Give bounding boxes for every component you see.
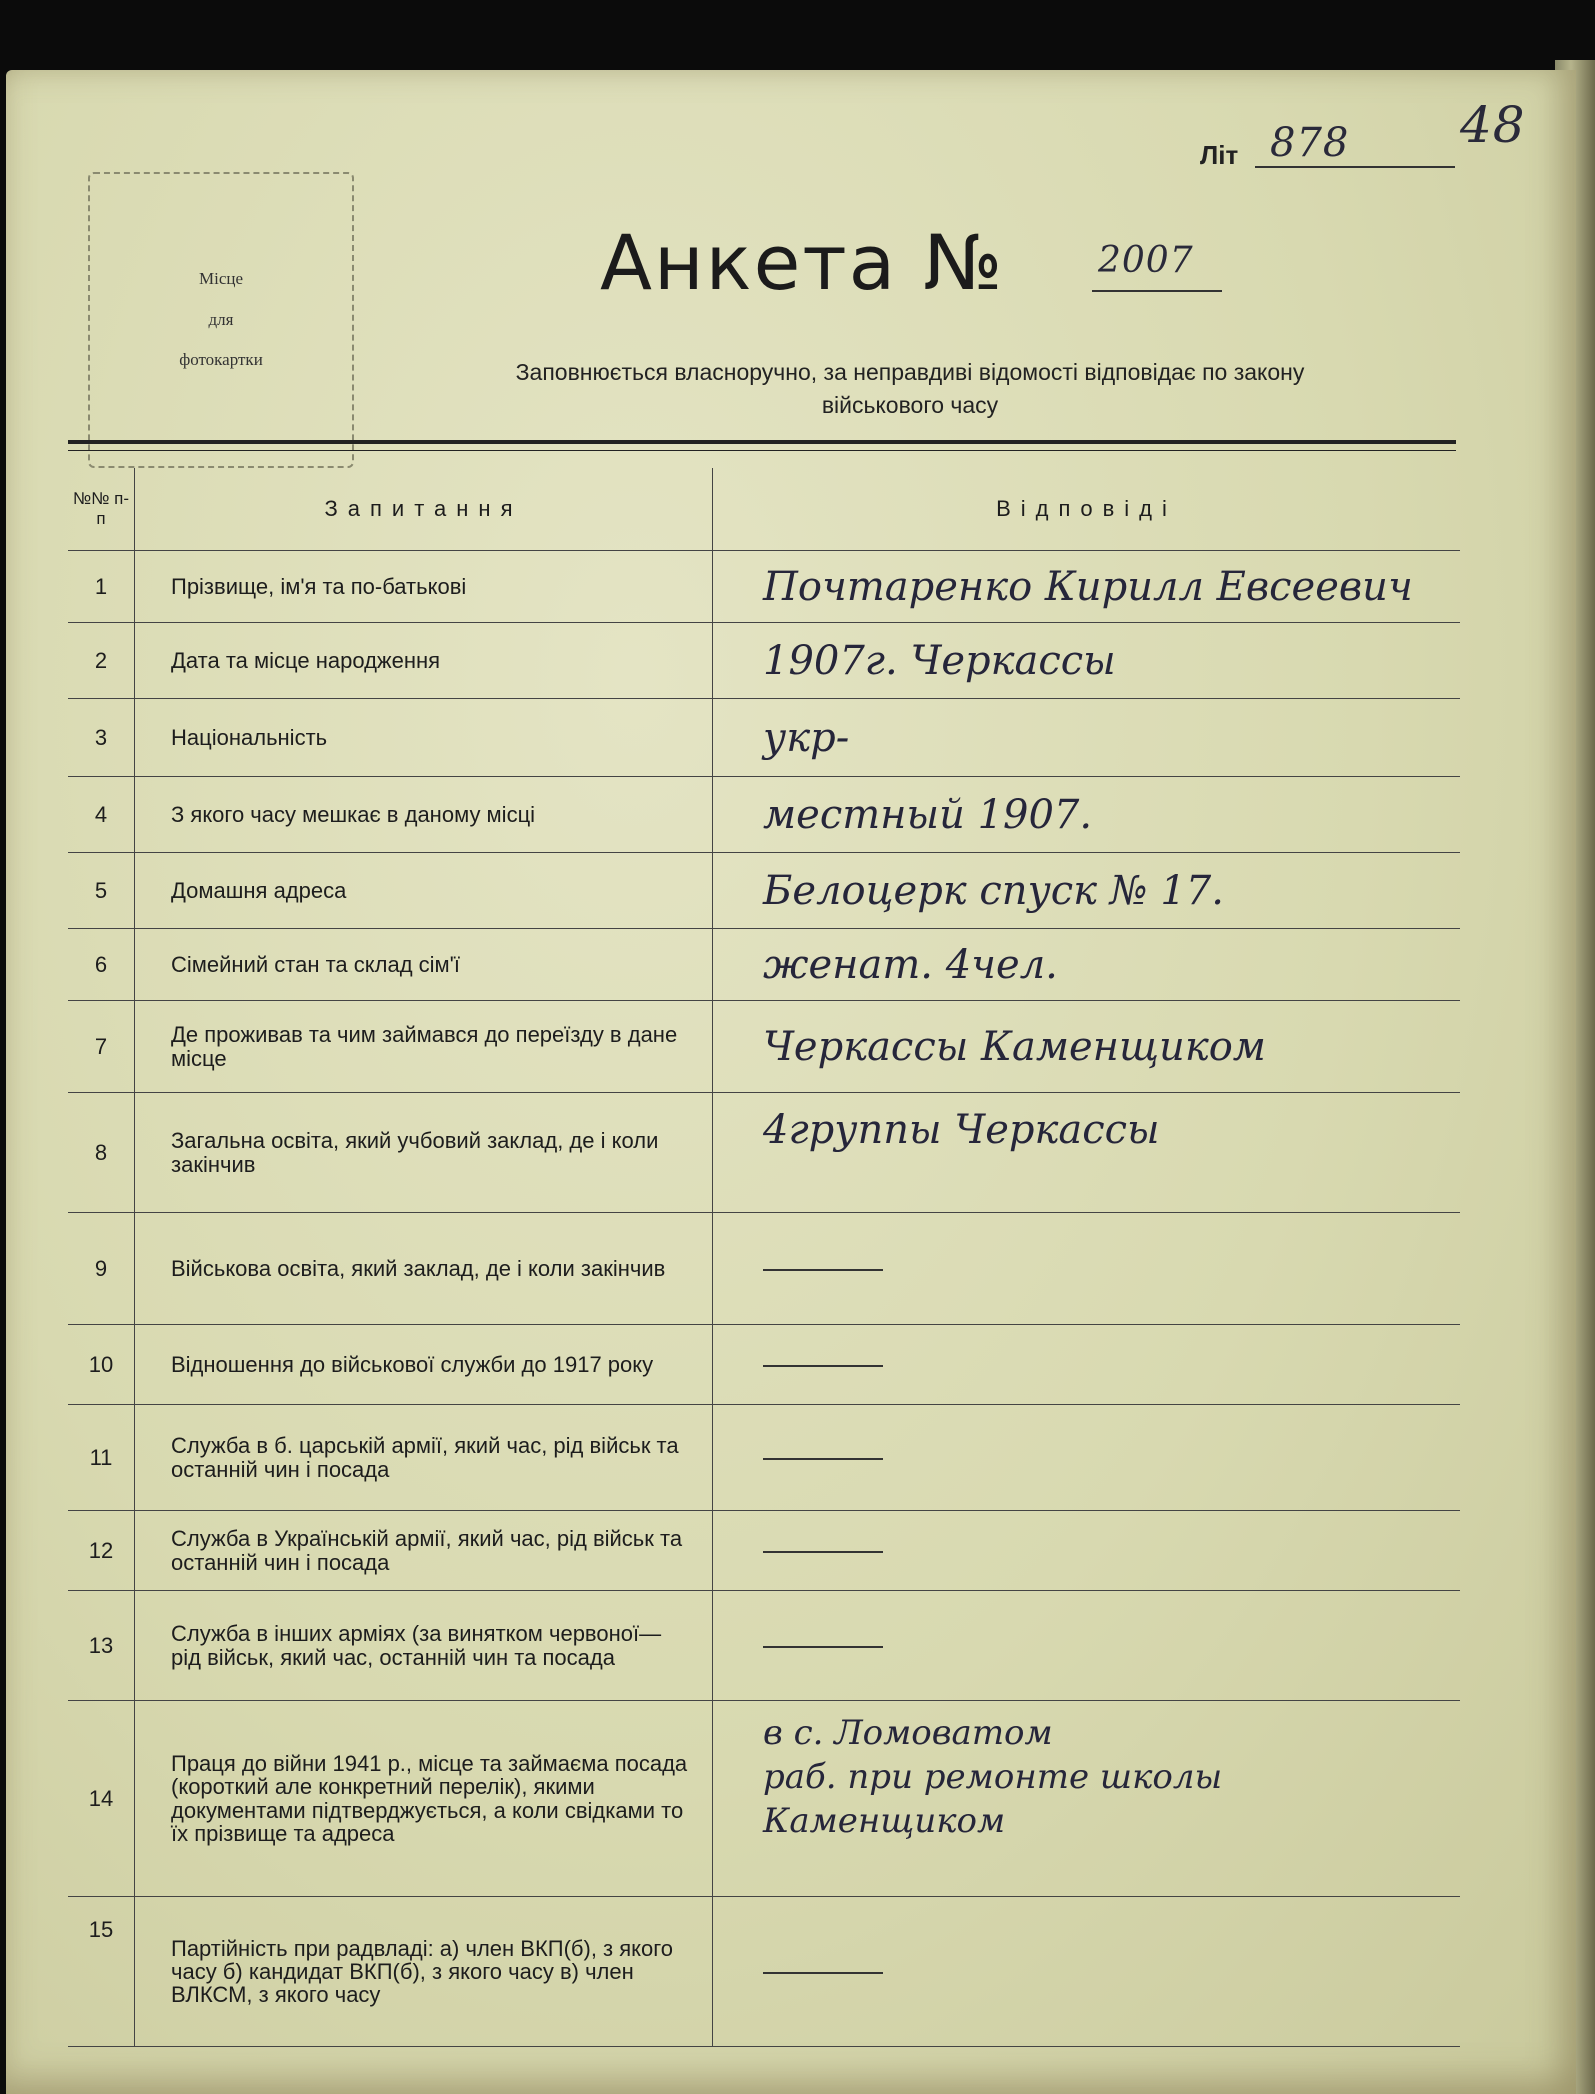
row-num: 15: [68, 1897, 135, 2047]
row-num: 4: [68, 777, 135, 853]
table-row: [68, 1591, 1460, 1701]
table-row: [68, 1325, 1460, 1405]
row-num: 13: [68, 1591, 135, 1701]
row-num: 7: [68, 1001, 135, 1093]
header-rule: [68, 440, 1456, 444]
empty-answer-dash: [763, 1972, 883, 1974]
form-subtitle: [380, 356, 1440, 423]
table-header-row: [68, 468, 1460, 551]
lit-label: Літ: [1200, 140, 1239, 170]
row-answer-line-3: Каменщиком: [763, 1801, 1006, 1842]
row-answer-line-1: в с. Ломоватом: [763, 1713, 1053, 1753]
row-num: 9: [68, 1213, 135, 1325]
photo-line-3: фотокартки: [179, 350, 263, 370]
empty-answer-dash: [763, 1551, 883, 1553]
row-question: Служба в Українській армії, який час, рід військ та останній чин і посада: [135, 1511, 713, 1591]
col-question-header: Запитання: [135, 468, 713, 551]
empty-answer-dash: [763, 1458, 883, 1460]
table-row: [68, 623, 1460, 699]
photo-placeholder: [88, 172, 354, 468]
table-row: [68, 853, 1460, 929]
row-num: 10: [68, 1325, 135, 1405]
row-question: Служба в інших арміях (за винятком червоної—рід військ, який час, останній чин та посада: [135, 1591, 713, 1701]
header-rule-thin: [68, 450, 1456, 451]
table-row: [68, 1093, 1460, 1213]
row-num: 8: [68, 1093, 135, 1213]
photo-line-1: Місце: [198, 268, 244, 288]
folio-number: 48: [1460, 96, 1526, 154]
row-num: 3: [68, 699, 135, 777]
row-question: Дата та місце народження: [135, 623, 713, 699]
row-answer: 4группы Черкассы: [763, 1107, 1160, 1153]
row-answer: 1907г. Черкассы: [763, 637, 1116, 684]
row-question: Відношення до військової служби до 1917 року: [135, 1325, 713, 1405]
lit-underline: [1255, 166, 1455, 168]
col-answer-header: Відповіді: [713, 468, 1461, 551]
row-question: Партійність при радвладі: а) член ВКП(б), з якого часу б) кандидат ВКП(б), з якого часу в) член ВЛКСМ, з якого часу: [135, 1897, 713, 2047]
table-row: [68, 551, 1460, 623]
photo-line-2: для: [208, 309, 234, 329]
row-answer: Черкассы Каменщиком: [763, 1023, 1266, 1070]
col-num-header: №№ п-п: [68, 468, 135, 551]
table-row: [68, 1701, 1460, 1897]
row-num: 14: [68, 1701, 135, 1897]
row-question: Військова освіта, який заклад, де і коли закінчив: [135, 1213, 713, 1325]
row-answer: местный 1907.: [763, 791, 1093, 838]
empty-answer-dash: [763, 1646, 883, 1648]
row-question: З якого часу мешкає в даному місці: [135, 777, 713, 853]
table-row: [68, 1511, 1460, 1591]
table-row: [68, 1001, 1460, 1093]
table-row: [68, 1897, 1460, 2047]
row-answer-line-2: раб. при ремонте школы: [763, 1757, 1223, 1798]
empty-answer-dash: [763, 1269, 883, 1271]
row-question: Служба в б. царській армії, який час, рід військ та останній чин і посада: [135, 1405, 713, 1511]
row-question: Національність: [135, 699, 713, 777]
row-num: 11: [68, 1405, 135, 1511]
table-row: [68, 1405, 1460, 1511]
row-num: 1: [68, 551, 135, 623]
table-row: [68, 929, 1460, 1001]
table-row: [68, 777, 1460, 853]
row-answer: укр-: [763, 714, 850, 761]
form-number: 2007: [1098, 240, 1194, 281]
row-num: 6: [68, 929, 135, 1001]
table-row: [68, 1213, 1460, 1325]
row-question: Праця до війни 1941 р., місце та займаєма посада (короткий але конкретний перелік), якими документами підтверджується, а коли свідками то їх прізвище та адреса: [135, 1701, 713, 1897]
table-row: [68, 699, 1460, 777]
row-question: Загальна освіта, який учбовий заклад, де і коли закінчив: [135, 1093, 713, 1213]
form-title: Анкета №: [600, 218, 1005, 307]
questionnaire-table: [68, 468, 1460, 2047]
row-answer: женат. 4чел.: [763, 941, 1058, 988]
row-answer: Белоцерк спуск № 17.: [763, 867, 1224, 914]
row-question: Домашня адреса: [135, 853, 713, 929]
empty-answer-dash: [763, 1365, 883, 1367]
row-answer: Почтаренко Кирилл Евсеевич: [763, 563, 1413, 610]
row-question: Де проживав та чим займався до переїзду в дане місце: [135, 1001, 713, 1093]
row-question: Сімейний стан та склад сім'ї: [135, 929, 713, 1001]
row-num: 12: [68, 1511, 135, 1591]
row-question: Прізвище, ім'я та по-батькові: [135, 551, 713, 623]
lit-number: 878: [1270, 120, 1350, 166]
subtitle-line-1: Заповнюється власноручно, за неправдиві відомості відповідає по закону: [515, 359, 1305, 385]
row-num: 2: [68, 623, 135, 699]
form-number-underline: [1092, 290, 1222, 292]
row-num: 5: [68, 853, 135, 929]
subtitle-line-2: військового часу: [821, 392, 999, 419]
